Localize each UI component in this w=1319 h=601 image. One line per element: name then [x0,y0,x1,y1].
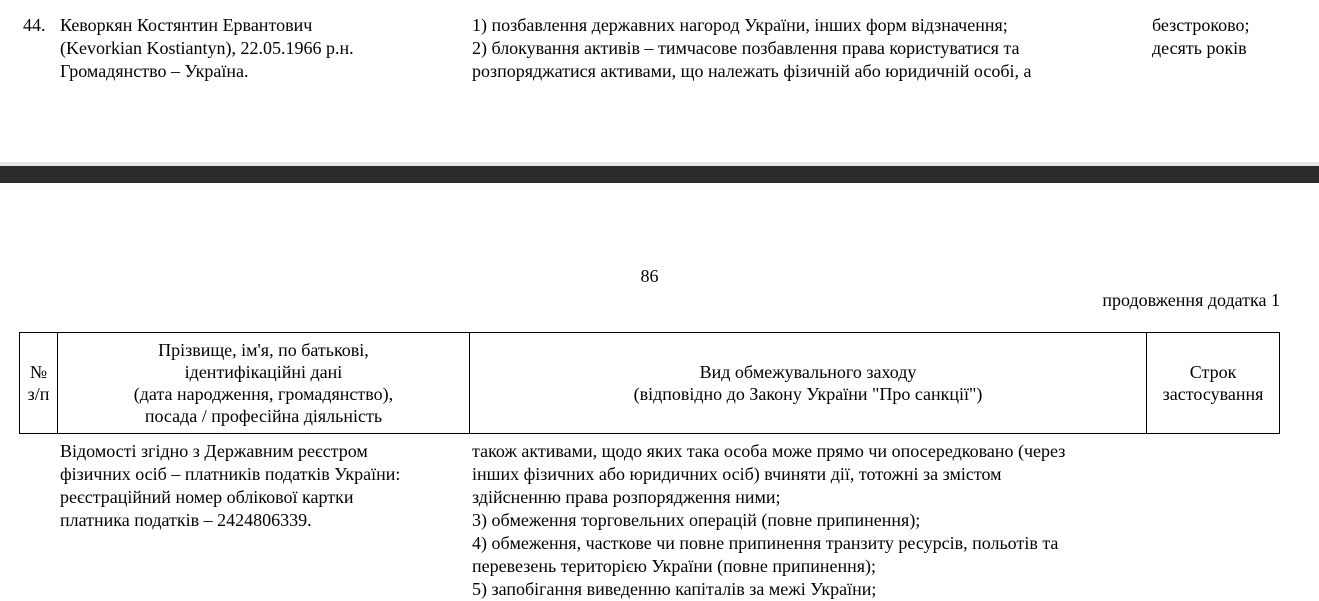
name-line: (Kevorkian Kostiantyn), 22.05.1966 р.н. [60,38,354,58]
name-line: платника податків – 2424806339. [60,510,312,530]
name-line: фізичних осіб – платників податків України: [60,464,401,484]
header-cell-number [20,333,58,434]
measure-line: здійсненню права розпорядження ними; [472,487,781,507]
entry-name-continuation [60,440,460,532]
measure-line: 5) запобігання виведенню капіталів за межі України; [472,579,877,599]
continuation-label: продовження додатка 1 [1102,290,1280,310]
term-line: десять років [1152,38,1247,58]
header-line: застосування [1162,384,1264,404]
entry-name-block [60,14,460,83]
header-line: Прізвище, ім'я, по батькові, [158,340,369,360]
header-line: ідентифікаційні дані [184,362,343,382]
header-line: (дата народження, громадянство), [133,384,394,404]
name-line: Громадянство – Україна. [60,61,249,81]
page-number: 86 [640,266,659,286]
name-line: Кеворкян Костянтин Ервантович [60,15,313,35]
table-header [19,332,1280,434]
measure-line: 1) позбавлення державних нагород України, інших форм відзначення; [472,15,1008,35]
term-line: безстроково; [1152,15,1250,35]
entry-number: 44. [23,15,46,35]
header-line: посада / професійна діяльність [144,406,383,426]
header-cell-name [57,333,469,434]
header-line: Строк [1189,362,1237,382]
measure-line: 3) обмеження торговельних операцій (повне припинення); [472,510,921,530]
header-line: № [29,362,48,382]
name-line: реєстраційний номер облікової картки [60,487,354,507]
header-cell-measure [469,333,1146,434]
entry-measure-continuation [472,440,1152,601]
header-cell-term [1147,333,1280,434]
measure-line: перевезень територією України (повне припинення); [472,556,877,576]
header-line: (відповідно до Закону України "Про санкції") [633,384,983,404]
measure-line: також активами, щодо яких така особа може прямо чи опосередковано (через [472,441,1066,461]
measure-line: розпоряджатися активами, що належать фізичній або юридичній особі, а [472,61,1032,81]
header-line: Вид обмежувального заходу [699,362,917,382]
page-break-divider [0,166,1319,183]
entry-term-block [1152,14,1312,60]
entry-measure-block [472,14,1132,83]
measure-line: 2) блокування активів – тимчасове позбавлення права користуватися та [472,38,1020,58]
measure-line: інших фізичних або юридичних осіб) вчиняти дії, тотожні за змістом [472,464,1002,484]
name-line: Відомості згідно з Державним реєстром [60,441,368,461]
header-line: з/п [27,384,50,404]
measure-line: 4) обмеження, часткове чи повне припинення транзиту ресурсів, польотів та [472,533,1059,553]
